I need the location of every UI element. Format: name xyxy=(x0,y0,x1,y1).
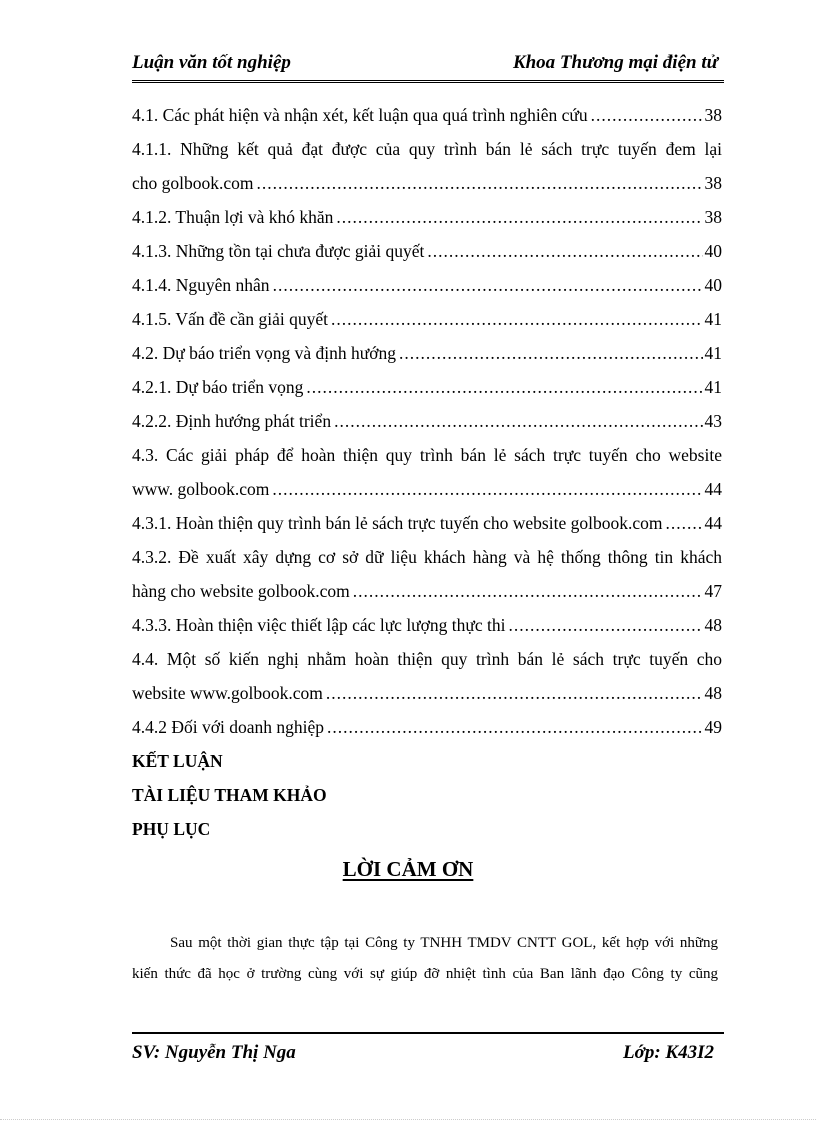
toc-entry-page: 38 xyxy=(704,173,722,193)
toc-entry-title: 4.1.3. Những tồn tại chưa được giải quyết xyxy=(132,241,425,261)
toc-entry[interactable] xyxy=(132,438,722,472)
toc-entry[interactable] xyxy=(132,166,722,200)
toc-leader-dots xyxy=(272,472,702,506)
toc-leader-dots xyxy=(336,200,702,234)
toc-entry-title: cho golbook.com xyxy=(132,173,254,193)
toc-leader-dots xyxy=(257,166,703,200)
toc-leader-dots xyxy=(353,574,703,608)
toc-leader-dots xyxy=(591,98,703,132)
toc-entry-page: 47 xyxy=(704,581,722,601)
toc-entry[interactable] xyxy=(132,642,722,676)
toc-entry[interactable] xyxy=(132,710,722,744)
toc-leader-dots xyxy=(331,302,702,336)
toc-entry-title: 4.3.3. Hoàn thiện việc thiết lập các lực lượng thực thi xyxy=(132,615,506,635)
toc-entry-title: 4.1.2. Thuận lợi và khó khăn xyxy=(132,207,334,227)
toc-entry-page: 48 xyxy=(704,615,722,635)
toc-entry-page: 40 xyxy=(704,241,722,261)
toc-section-appendix[interactable]: PHỤ LỤC xyxy=(132,819,211,839)
table-of-contents xyxy=(132,98,722,846)
toc-leader-dots xyxy=(326,676,703,710)
toc-entry[interactable] xyxy=(132,404,722,438)
acknowledgement-title: LỜI CẢM ƠN xyxy=(342,857,474,881)
paragraph-line: Sau một thời gian thực tập tại Công ty TNHH TMDV CNTT GOL, kết hợp với những xyxy=(170,935,718,951)
toc-entry-page: 44 xyxy=(704,513,722,533)
toc-entry-page: 41 xyxy=(704,377,722,397)
toc-entry-page: 40 xyxy=(704,275,722,295)
acknowledgement-heading xyxy=(0,854,816,884)
acknowledgement-paragraph xyxy=(132,928,718,990)
toc-entry-title: 4.3.2. Đề xuất xây dựng cơ sở dữ liệu khách hàng và hệ thống thông tin khách xyxy=(132,547,722,567)
toc-entry[interactable] xyxy=(132,370,722,404)
toc-entry-title: 4.1. Các phát hiện và nhận xét, kết luận qua quá trình nghiên cứu xyxy=(132,105,588,125)
page-edge-divider xyxy=(0,1119,816,1120)
toc-entry-page: 38 xyxy=(704,105,722,125)
toc-entry[interactable] xyxy=(132,676,722,710)
toc-leader-dots xyxy=(509,608,703,642)
toc-entry-page: 48 xyxy=(704,683,722,703)
toc-entry[interactable] xyxy=(132,540,722,574)
toc-entry[interactable] xyxy=(132,234,722,268)
toc-entry[interactable] xyxy=(132,98,722,132)
toc-leader-dots xyxy=(306,370,702,404)
toc-entry-title: 4.4. Một số kiến nghị nhằm hoàn thiện quy trình bán lẻ sách trực tuyến cho xyxy=(132,649,722,669)
toc-entry-title: 4.2.1. Dự báo triển vọng xyxy=(132,377,304,397)
toc-section-conclusion[interactable]: KẾT LUẬN xyxy=(132,751,223,771)
toc-entry-page: 49 xyxy=(704,717,722,737)
toc-entry-page: 43 xyxy=(704,411,722,431)
toc-leader-dots xyxy=(399,336,703,370)
toc-entry-title: 4.2. Dự báo triển vọng và định hướng xyxy=(132,343,396,363)
toc-entry[interactable] xyxy=(132,336,722,370)
toc-entry[interactable] xyxy=(132,608,722,642)
toc-entry[interactable] xyxy=(132,472,722,506)
toc-entry-title: 4.2.2. Định hướng phát triển xyxy=(132,411,332,431)
toc-entry[interactable] xyxy=(132,302,722,336)
toc-entry[interactable] xyxy=(132,132,722,166)
toc-entry-title: 4.1.4. Nguyên nhân xyxy=(132,275,270,295)
toc-entry-page: 44 xyxy=(704,479,722,499)
toc-leader-dots xyxy=(334,404,702,438)
toc-leader-dots xyxy=(665,506,702,540)
toc-entry-title: www. golbook.com xyxy=(132,479,270,499)
toc-section-references[interactable]: TÀI LIỆU THAM KHẢO xyxy=(132,785,327,805)
toc-entry-title: hàng cho website golbook.com xyxy=(132,581,350,601)
header-thesis-label: Luận văn tốt nghiệp xyxy=(132,52,291,73)
paragraph-line: kiến thức đã học ở trường cùng với sự giúp đỡ nhiệt tình của Ban lãnh đạo Công ty cũng xyxy=(132,966,718,982)
toc-entry-page: 41 xyxy=(704,309,722,329)
toc-entry[interactable] xyxy=(132,506,722,540)
toc-entry-title: website www.golbook.com xyxy=(132,683,323,703)
toc-entry-page: 38 xyxy=(704,207,722,227)
toc-entry-title: 4.4.2 Đối với doanh nghiệp xyxy=(132,717,325,737)
toc-entry-title: 4.3.1. Hoàn thiện quy trình bán lẻ sách trực tuyến cho website golbook.com xyxy=(132,513,663,533)
toc-leader-dots xyxy=(427,234,702,268)
footer-class-code: Lớp: K43I2 xyxy=(623,1042,714,1063)
toc-entry[interactable] xyxy=(132,574,722,608)
page-footer xyxy=(132,1032,724,1066)
toc-leader-dots xyxy=(273,268,703,302)
toc-entry-title: 4.1.5. Vấn đề cần giải quyết xyxy=(132,309,329,329)
toc-entry-title: 4.1.1. Những kết quả đạt được của quy trình bán lẻ sách trực tuyến đem lại xyxy=(132,139,722,159)
toc-entry[interactable] xyxy=(132,200,722,234)
toc-leader-dots xyxy=(327,710,702,744)
header-faculty-label: Khoa Thương mại điện tử xyxy=(512,52,718,73)
toc-entry[interactable] xyxy=(132,268,722,302)
toc-entry-title: 4.3. Các giải pháp để hoàn thiện quy trình bán lẻ sách trực tuyến cho website xyxy=(132,445,722,465)
page-header xyxy=(132,50,724,83)
footer-student-name: SV: Nguyễn Thị Nga xyxy=(132,1042,296,1063)
toc-entry-page: 41 xyxy=(704,343,722,363)
